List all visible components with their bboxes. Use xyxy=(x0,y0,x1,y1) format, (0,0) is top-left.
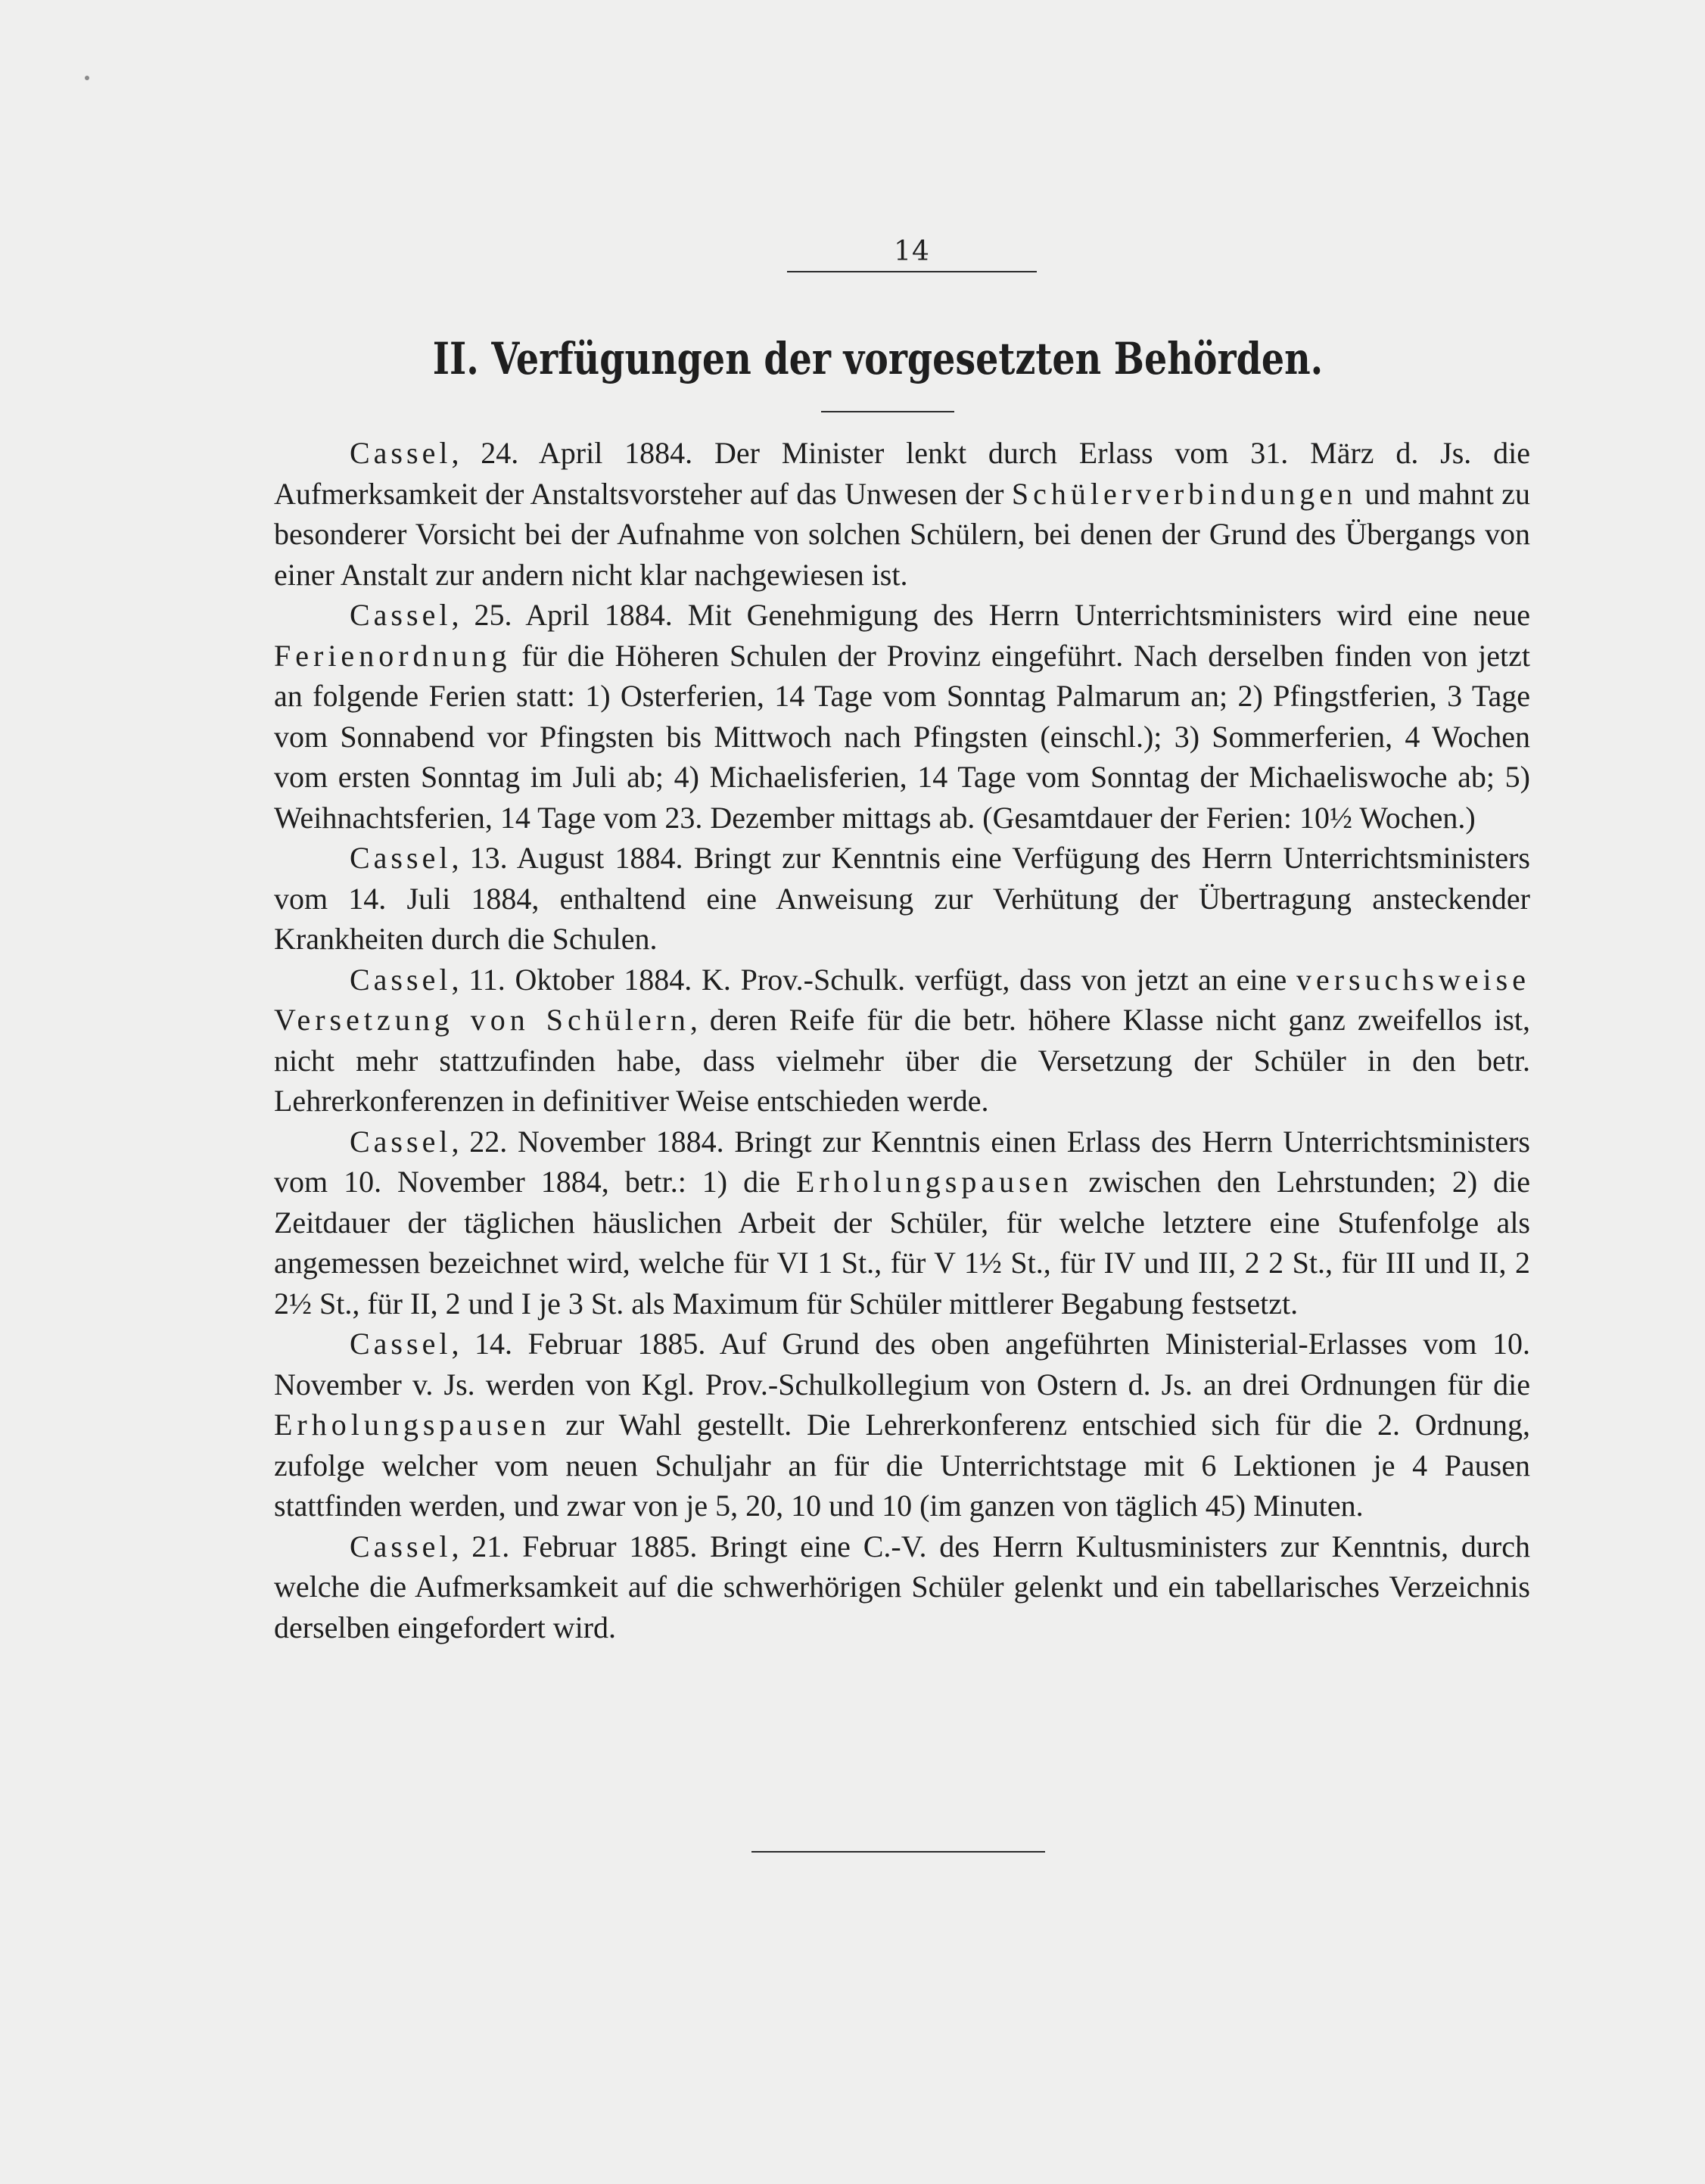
scan-speck xyxy=(85,76,89,80)
paragraph-text: , 24. April 1884. Der Minister lenkt durch Erlass vom 31. März d. Js. die Aufmerksamkeit der Anstaltsvorsteher auf das Unwesen der xyxy=(274,436,1530,511)
paragraph xyxy=(274,1122,1530,1324)
paragraph-rest: für die Höheren Schulen der Provinz eingeführt. Nach derselben finden von jetzt an folgende Ferien statt: 1) Osterferien, 14 Tage vom Sonntag Palmarum an; 2) Pfingstferien, 3 Tage vom Sonnabend vor Pfingsten bis Mittwoch nach Pfingsten (einschl.); 3) Sommerferien, 4 Wochen vom ersten Sonntag im Juli ab; 4) Michaelisferien, 14 Tage vom Sonntag der Michaeliswoche ab; 5) Weihnachtsferien, 14 Tage vom 23. Dezember mittags ab. (Gesamtdauer der Ferien: 10½ Wochen.) xyxy=(274,638,1530,835)
paragraph xyxy=(274,595,1530,838)
paragraph xyxy=(274,1324,1530,1526)
header-rule xyxy=(787,271,1037,272)
paragraph xyxy=(274,433,1530,595)
paragraph-place: Cassel xyxy=(350,1327,452,1361)
paragraph-place: Cassel xyxy=(350,1124,452,1159)
heading-rule xyxy=(821,411,954,412)
paragraph-place: Cassel xyxy=(350,436,452,470)
paragraph-spaced-term: Erholungspausen xyxy=(274,1408,551,1442)
paragraph-text: , 14. Februar 1885. Auf Grund des oben angeführten Ministerial-Erlasses vom 10. November v. Js. werden von Kgl. Prov.-Schulkollegium von Ostern d. Js. an drei Ordnungen für die xyxy=(274,1327,1530,1402)
paragraph xyxy=(274,960,1530,1122)
paragraph-place: Cassel xyxy=(350,962,452,997)
section-heading: II. Verfügungen der vorgesetzten Behörden. xyxy=(432,333,1324,384)
paragraph-spaced-term: Ferienordnung xyxy=(274,638,512,673)
paragraph-text: , 25. April 1884. Mit Genehmigung des Herrn Unterrichtsministers wird eine neue xyxy=(451,598,1530,632)
end-rule xyxy=(751,1851,1045,1853)
body-text xyxy=(274,433,1530,1647)
paragraph-place: Cassel xyxy=(350,598,452,632)
paragraph-rest: , deren Reife für die betr. höhere Klasse nicht ganz zweifellos ist, nicht mehr stattzufinden habe, dass vielmehr über die Versetzung der Schüler in den betr. Lehrerkonferenzen in definitiver Weise entschieden werde. xyxy=(274,1003,1531,1118)
paragraph-text: , 21. Februar 1885. Bringt eine C.-V. des Herrn Kultusministers zur Kenntnis, durch welche die Aufmerksamkeit auf die schwerhörigen Schüler gelenkt und ein tabellarisches Verzeichnis derselben eingefordert wird. xyxy=(274,1529,1530,1644)
paragraph-spaced-term: versuchsweise Versetzung von Schülern xyxy=(274,962,1530,1037)
paragraph-spaced-term: Erholungspausen xyxy=(795,1165,1073,1199)
page-number: 14 xyxy=(894,236,930,267)
paragraph-rest: zur Wahl gestellt. Die Lehrerkonferenz entschied sich für die 2. Ordnung, zufolge welcher vom neuen Schuljahr an für die Unterrichtstage mit 6 Lektionen je 4 Pausen stattfinden werden, und zwar von je 5, 20, 10 und 10 (im ganzen von täglich 45) Minuten. xyxy=(274,1408,1530,1523)
paragraph-place: Cassel xyxy=(350,1529,452,1563)
paragraph-text: , 11. Oktober 1884. K. Prov.-Schulk. verfügt, dass von jetzt an eine xyxy=(451,962,1296,997)
paragraph-rest: zwischen den Lehrstunden; 2) die Zeitdauer der täglichen häuslichen Arbeit der Schüler, für welche letztere eine Stufenfolge als angemessen bezeichnet wird, welche für VI 1 St., für V 1½ St., für IV und III, 2 2 St., für III und II, 2 2½ St., für II, 2 und I je 3 St. als Maximum für Schüler mittlerer Begabung festsetzt. xyxy=(274,1165,1530,1321)
paragraph xyxy=(274,1526,1530,1648)
paragraph-rest: und mahnt zu besonderer Vorsicht bei der Aufnahme von solchen Schülern, bei denen der Grund des Übergangs von einer Anstalt zur andern nicht klar nachgewiesen ist. xyxy=(274,476,1531,592)
paragraph-text: , 13. August 1884. Bringt zur Kenntnis eine Verfügung des Herrn Unterrichtsministers vom 14. Juli 1884, enthaltend eine Anweisung zur Verhütung der Übertragung ansteckender Krankheiten durch die Schulen. xyxy=(274,841,1530,956)
paragraph-text: , 22. November 1884. Bringt zur Kenntnis einen Erlass des Herrn Unterrichtsministers vom 10. November 1884, betr.: 1) die xyxy=(274,1124,1530,1199)
paragraph-spaced-term: Schülerverbindungen xyxy=(1011,476,1358,511)
paragraph xyxy=(274,838,1530,960)
paragraph-place: Cassel xyxy=(350,841,452,875)
